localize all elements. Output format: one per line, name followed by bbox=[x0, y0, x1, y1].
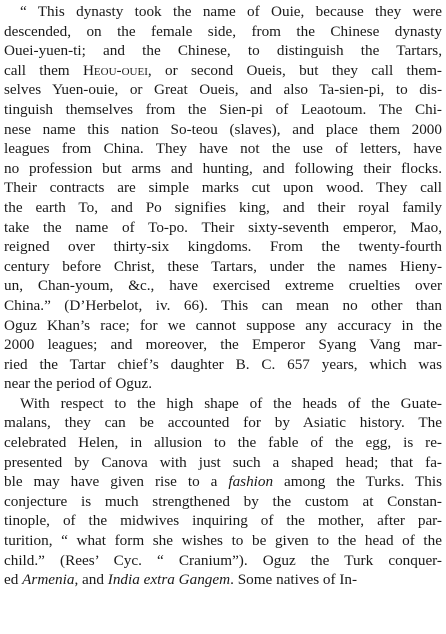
document-page bbox=[4, 2, 442, 632]
text-line: Their contracts are simple marks cut upon wood. They call bbox=[4, 179, 442, 197]
text-line: “ This dynasty took the name of Ouie, because they were bbox=[20, 3, 442, 20]
text-line: 2000 leagues; and moreover, the Emperor Syang Vang mar- bbox=[4, 336, 442, 354]
text-line: conjecture is much strengthened by the custom at Constan- bbox=[4, 492, 442, 510]
text-line: reigned over thirty-six kingdoms. From the twenty-fourth bbox=[4, 238, 442, 256]
text-line: malans, they can be accounted for by Asiatic history. The bbox=[4, 414, 442, 432]
text-line: leagues from China. They have not the use of letters, have bbox=[4, 140, 442, 158]
styled-phrase: Armenia bbox=[22, 571, 75, 589]
text-line: ed Armenia, and India extra Gangem. Some natives of In- bbox=[4, 571, 358, 589]
text-line: call them Heou-ouei, or second Oueis, but they call them- bbox=[4, 61, 442, 79]
text-line: presented by Canova with just such a shaped head; that fa- bbox=[4, 453, 442, 471]
paragraph-dynasty-quote bbox=[4, 2, 442, 394]
text-line: Ouei-yuen-ti; and the Chinese, to distinguish the Tartars, bbox=[4, 42, 442, 60]
text-line: selves Yuen-ouie, or Great Oueis, and also Ta-sien-pi, to dis- bbox=[4, 81, 442, 99]
text-line: take the name of To-po. Their sixty-seventh emperor, Mao, bbox=[4, 218, 442, 236]
text-line: near the period of Oguz. bbox=[4, 375, 153, 393]
paragraph-guatemalan-heads bbox=[4, 394, 442, 590]
text-line: descended, on the female side, from the Chinese dynasty bbox=[4, 22, 442, 40]
text-line: child.” (Rees’ Cyc. “ Cranium”). Oguz the Turk conquer- bbox=[4, 551, 442, 569]
text-line: With respect to the high shape of the heads of the Guate- bbox=[20, 394, 442, 412]
text-line: no profession but arms and hunting, and following their flocks. bbox=[4, 159, 442, 177]
styled-phrase: fashion bbox=[228, 473, 274, 491]
text-line: the earth To, and Po signifies king, and their royal family bbox=[4, 198, 442, 216]
text-line: ried the Tartar chief’s daughter B. C. 657 years, which was bbox=[4, 355, 442, 373]
text-line: Oguz Khan’s race; for we cannot suppose any accuracy in the bbox=[4, 316, 442, 334]
text-line: nese name this nation So-teou (slaves), and place them 2000 bbox=[4, 120, 442, 138]
text-line: ble may have given rise to a fashion among the Turks. This bbox=[4, 473, 442, 491]
styled-phrase: Heou-ouei bbox=[82, 61, 148, 79]
text-line: tinople, of the midwives inquiring of the mother, after par- bbox=[4, 512, 442, 530]
styled-phrase: India extra Gangem bbox=[107, 571, 231, 589]
text-line: un, Chan-youm, &c., have exercised extreme cruelties over bbox=[4, 277, 442, 295]
text-line: tinguish themselves from the Sien-pi of Leaotoum. The Chi- bbox=[4, 100, 442, 118]
text-line: century before Christ, these Tartars, under the names Hieny- bbox=[4, 257, 442, 275]
text-line: turition, “ what form she wishes to be given to the head of the bbox=[4, 532, 442, 550]
text-line: celebrated Helen, in allusion to the fable of the egg, is re- bbox=[4, 434, 442, 452]
text-line: China.” (D’Herbelot, iv. 66). This can mean no other than bbox=[4, 296, 442, 314]
